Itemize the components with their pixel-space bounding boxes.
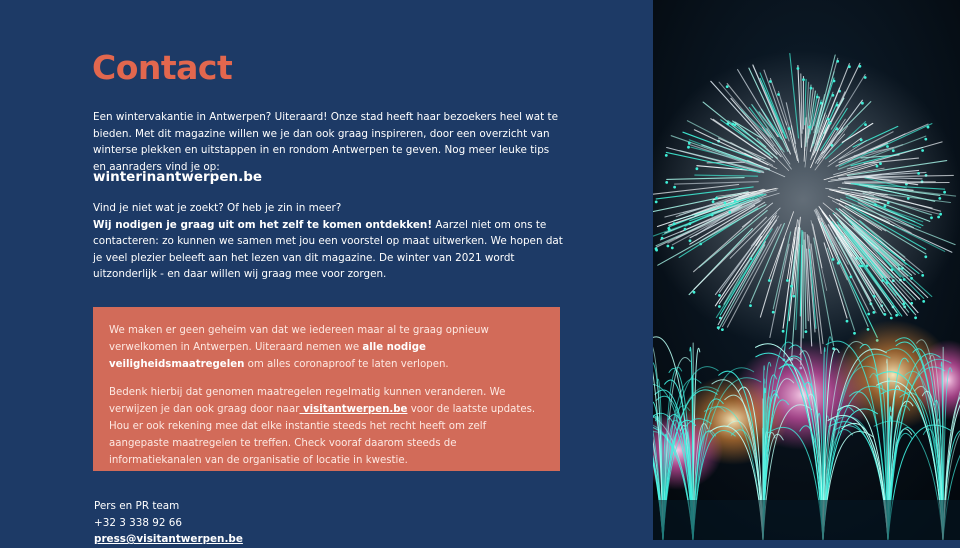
intro-paragraph: Een wintervakantie in Antwerpen? Uiteraard! Onze stad heeft haar bezoekers heel wat te bieden. Met dit magazine willen we je dan ook graag inspireren, door een overzicht van winterse plekken en uitstappen in en rondom Antwerpen te geven. Nog meer leuke tips en aanraders vind je op: [93, 109, 563, 175]
page-title: Contact [92, 48, 232, 87]
invite-question: Vind je niet wat je zoekt? Of heb je zin in meer? [93, 202, 341, 214]
notice-p1-after: om alles coronaproof te laten verlopen. [244, 359, 448, 370]
visitantwerpen-link[interactable]: visitantwerpen.be [299, 404, 407, 415]
notice-paragraph-1 [109, 322, 544, 373]
contact-team: Pers en PR team [94, 498, 243, 515]
contact-phone[interactable]: +32 3 338 92 66 [94, 515, 243, 532]
invite-rest: Aarzel niet om ons te contacteren: zo kunnen we samen met jou een voorstel op maat uitwerken. We hopen dat je veel plezier beleeft aan het lezen van dit magazine. De winter van 2021 wordt uitzonderlijk - en daar willen wij graag mee voor zorgen. [93, 219, 563, 281]
notice-p2-after: voor de laatste updates. Hou er ook rekening mee dat elke instantie steeds het recht heeft om zelf aangepaste maatregelen te treffen. Check vooraf daarom steeds de informatiekanalen van de organisatie of locatie in kwestie. [109, 404, 535, 466]
contact-email[interactable]: press@visitantwerpen.be [94, 531, 243, 548]
notice-p1-text: We maken er geen geheim van dat we iedereen maar al te graag opnieuw verwelkomen in Antwerpen. Uiteraard nemen we [109, 325, 489, 353]
notice-p2-text: Bedenk hierbij dat genomen maatregelen regelmatig kunnen veranderen. We verwijzen je dan ook graag door naar [109, 387, 505, 415]
corona-notice-box [93, 307, 560, 471]
fireworks-photo [653, 0, 960, 540]
notice-paragraph-2 [109, 384, 544, 469]
invite-paragraph [93, 200, 563, 283]
website-link[interactable]: winterinantwerpen.be [93, 169, 262, 185]
notice-p1-bold: alle nodige veiligheidsmaatregelen [109, 342, 426, 370]
contact-block [94, 498, 243, 548]
invite-bold: Wij nodigen je graag uit om het zelf te komen ontdekken! [93, 219, 432, 231]
